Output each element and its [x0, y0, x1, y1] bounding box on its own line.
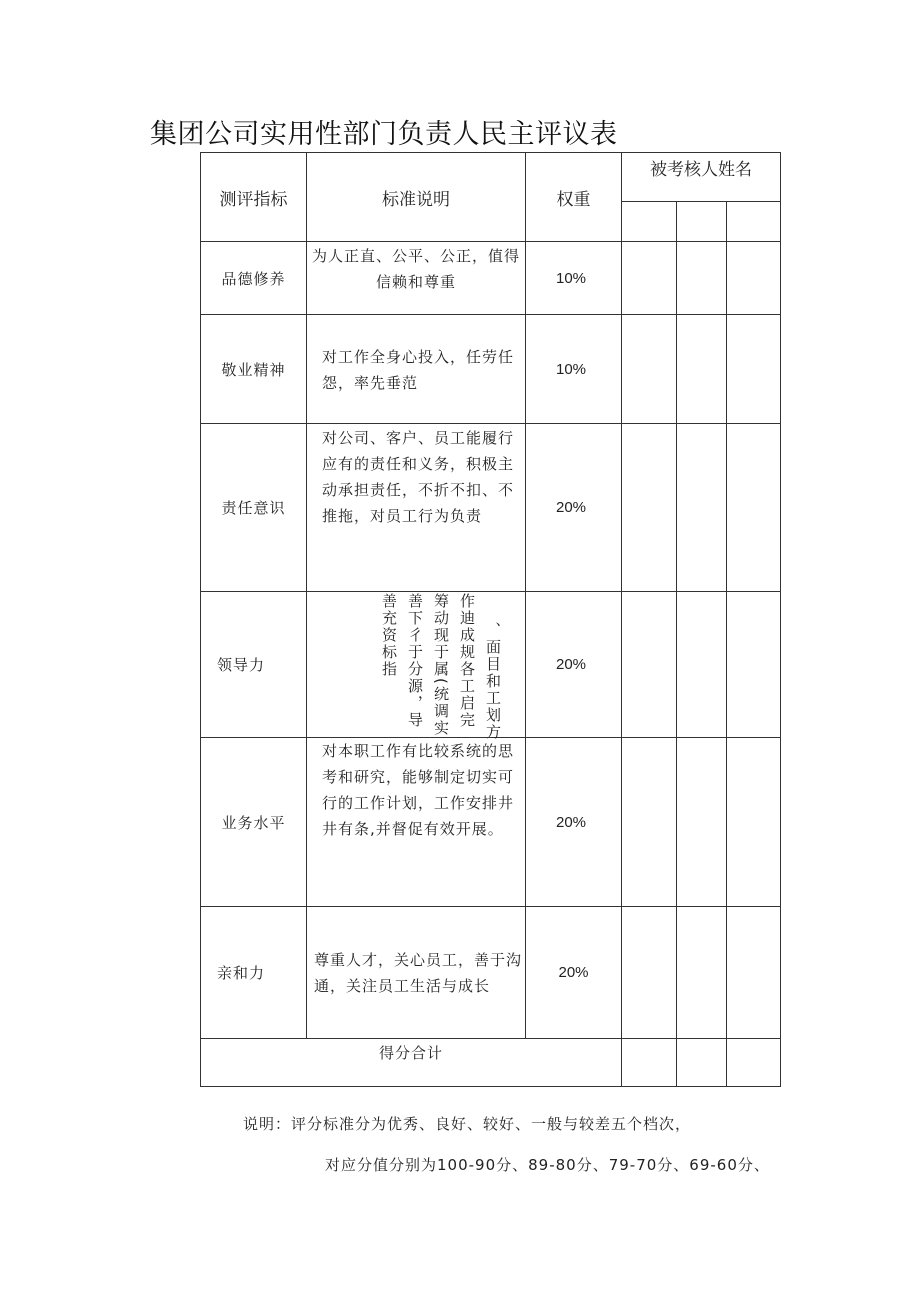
- row-indicator: 责任意识: [221, 499, 286, 517]
- row-description: 对工作全身心投入，任劳任怨，率先垂范: [322, 348, 515, 392]
- row-description: 对公司、客户、员工能履行应有的责任和义务，积极主动承担责任，不折不扣、不推拖，对员工行为负责: [322, 429, 515, 525]
- row-weight: 20%: [555, 499, 587, 516]
- row-weight: 20%: [555, 656, 587, 673]
- header-candidates: 被考核人姓名: [650, 159, 752, 180]
- description-column: 、面目和工划方: [484, 622, 502, 741]
- header-weight: 权重: [556, 189, 591, 210]
- note-line-1: 说明：评分标准分为优秀、良好、较好、一般与较差五个档次，: [243, 1115, 692, 1133]
- table-rule: [200, 1086, 781, 1087]
- header-indicator: 测评指标: [219, 189, 288, 210]
- table-rule: [676, 201, 677, 1087]
- row-weight: 10%: [555, 269, 587, 287]
- row-indicator: 领导力: [216, 656, 265, 674]
- row-weight: 10%: [555, 360, 587, 378]
- total-label: 得分合计: [378, 1043, 443, 1062]
- table-rule: [200, 906, 781, 907]
- row-indicator: 品德修养: [221, 269, 286, 288]
- row-weight: 20%: [555, 813, 587, 831]
- page-title: 集团公司实用性部门负责人民主评议表: [150, 119, 618, 150]
- table-rule: [200, 591, 781, 592]
- row-indicator: 敬业精神: [221, 360, 286, 379]
- table-rule: [726, 201, 727, 1087]
- note-line-2: 对应分值分别为100-90分、89-80分、79-70分、69-60分、: [325, 1156, 770, 1174]
- row-indicator: 业务水平: [221, 813, 286, 832]
- table-rule: [780, 152, 781, 1087]
- description-column: 作迪成规各工启完: [458, 593, 476, 729]
- table-rule: [306, 152, 307, 1039]
- row-description: 对本职工作有比较系统的思考和研究，能够制定切实可行的工作计划，工作安排井井有条,并督促有效开展。: [322, 742, 515, 838]
- row-indicator: 亲和力: [216, 964, 265, 982]
- row-description: 为人正直、公平、公正，值得信赖和尊重: [312, 247, 521, 291]
- description-column: 善下彳于分源，导: [406, 593, 424, 729]
- description-column: 筹动现于属(统调实: [432, 593, 450, 737]
- description-column: 善充资标指: [380, 593, 398, 678]
- row-description: 尊重人才，关心员工，善于沟通，关注员工生活与成长: [314, 951, 523, 995]
- row-weight: 20%: [558, 964, 589, 981]
- table-rule: [621, 201, 781, 202]
- table-rule: [621, 152, 622, 1087]
- header-standard: 标准说明: [382, 189, 450, 210]
